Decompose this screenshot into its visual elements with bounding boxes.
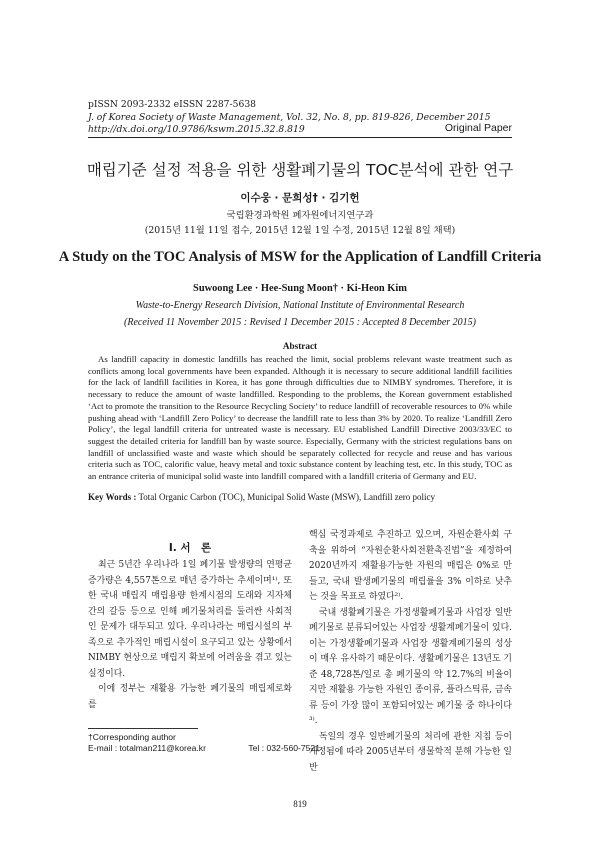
korean-authors: 이수웅 · 문희성† · 김기헌 [240,192,360,204]
paragraph: 독일의 경우 일반폐기물의 처리에 관한 지침 등이 개정됨에 따라 2005년부터 생물학적 분해 가능한 일반 [309,731,512,773]
keywords [88,492,512,502]
keywords-list: Total Organic Carbon (TOC), Municipal Solid Waste (MSW), Landfill zero policy [138,492,436,502]
paragraph: 이에 정부는 재활용 가능한 폐기물의 매립제로화를 [88,684,292,710]
paragraph: 국내 생활폐기물은 가정생활폐기물과 사업장 일반폐기물로 분류되어있는 사업장 생활계폐기물이 있다. 이는 가정생활폐기물과 사업장 생활계폐기물의 성상이 매우 유사하기 때문이다. 생활폐기물은 13년도 기준 48,728톤/일로 총 폐기물의 약 12.7%의 비율이지만 재활용 가능한 자원인 종이류, 플라스틱류, 금속류 등이 가장 많이 포함되어있는 폐기물 중 하나이다³⁾. [309,607,512,726]
right-column [309,528,512,776]
journal-header [88,99,490,137]
left-column [88,558,292,713]
keywords-label: Key Words : [88,492,137,502]
corresponding-author-marker: †Corresponding author [88,732,176,742]
english-authors: Suwoong Lee · Hee-Sung Moon† · Ki-Heon Kim [193,283,407,294]
page-number: 819 [293,799,307,809]
doi-link[interactable]: http://dx.doi.org/10.9786/kswm.2015.32.8.819 [88,124,305,135]
paragraph: 최근 5년간 우리나라 1일 폐기물 발생량의 연평균 증가량은 4,557톤으로 매년 증가하는 추세이며¹⁾, 또한 국내 매립지 매립용량 한계시점의 도래와 지자체간의 갈등 등으로 인해 폐기물처리를 둘러싼 사회적인 문제가 대두되고 있다. 우리나라는 매립시설의 부족으로 추가적인 매립시설이 요구되고 있는 상황에서 NIMBY 현상으로 매립지 확보에 어려움을 겪고 있는 실정이다. [88,560,292,679]
korean-affiliation: 국립환경과학원 폐자원에너지연구과 [226,210,374,221]
korean-dates: (2015년 11월 11일 접수, 2015년 12월 1일 수정, 2015년 12월 8일 채택) [144,225,456,236]
section-heading: I. 서 론 [168,542,212,554]
abstract-heading: Abstract [282,341,318,351]
author-tel: Tel : 032-560-7521 [248,743,320,753]
author-email: E-mail : totalman211@korea.kr [88,743,206,753]
english-affiliation: Waste-to-Energy Research Division, National Institute of Environmental Research [135,300,465,311]
english-title: A Study on the TOC Analysis of MSW for the Application of Landfill Criteria [58,249,542,265]
header-rule [88,137,512,138]
issn-line: pISSN 2093-2332 eISSN 2287-5638 [88,99,257,110]
abstract-text: As landfill capacity in domestic landfills has reached the limit, social problems relevant waste treatment such as conflicts among local governments have been expanded. Although it is necessary to secure additional landfill facilities for the lack of landfill facilities in Korea, it has gone through difficulties due to NIMBY syndromes. Therefore, it is necessary to reduce the amount of waste landfilled. Responding to the problems, the Korean government established ‘Act to promote the transition to the Resource Recycling Society’ to reduce landfill of recoverable resources to 0% while pushing ahead with ‘Landfill Zero Policy’ to decrease the landfill rate to less than 3% by 2020. To realize ‘Landfill Zero Policy’, the legal landfill criteria for untreated waste is necessary. EU established Landfill Directive 2003/33/EC to suggest the detailed criteria for landfill ban by waste source. Especially, Germany with the strictest regulations bans on landfill of unclassified waste and waste which should be separately collected for recycle and reuse and has various criteria such as TOC, calorific value, heavy metal and toxic substance content by leaching test, etc. In this study, TOC as an entrance criteria of municipal solid waste into landfill compared with a landfill criteria of Germany and EU. [88,354,512,482]
article-type-label: Original Paper [444,122,512,134]
english-dates: (Received 11 November 2015 : Revised 1 December 2015 : Accepted 8 December 2015) [124,317,476,328]
paragraph: 핵심 국정과제로 추진하고 있으며, 자원순환사회 구축을 위하여 “자원순환사회전환촉진법”을 제정하여 2020년까지 재활용가능한 자원의 매립은 0%로 만들고, 국내 발생폐기물의 매립률을 3% 이하로 낮추는 것을 목표로 하였다²⁾. [309,530,512,602]
journal-citation: J. of Korea Society of Waste Management, Vol. 32, No. 8, pp. 819-826, December 2015 [88,111,491,123]
footnote-rule [88,728,198,729]
footnote [88,732,338,754]
korean-title: 매립기준 설정 적용을 위한 생활폐기물의 TOC분석에 관한 연구 [86,161,514,179]
